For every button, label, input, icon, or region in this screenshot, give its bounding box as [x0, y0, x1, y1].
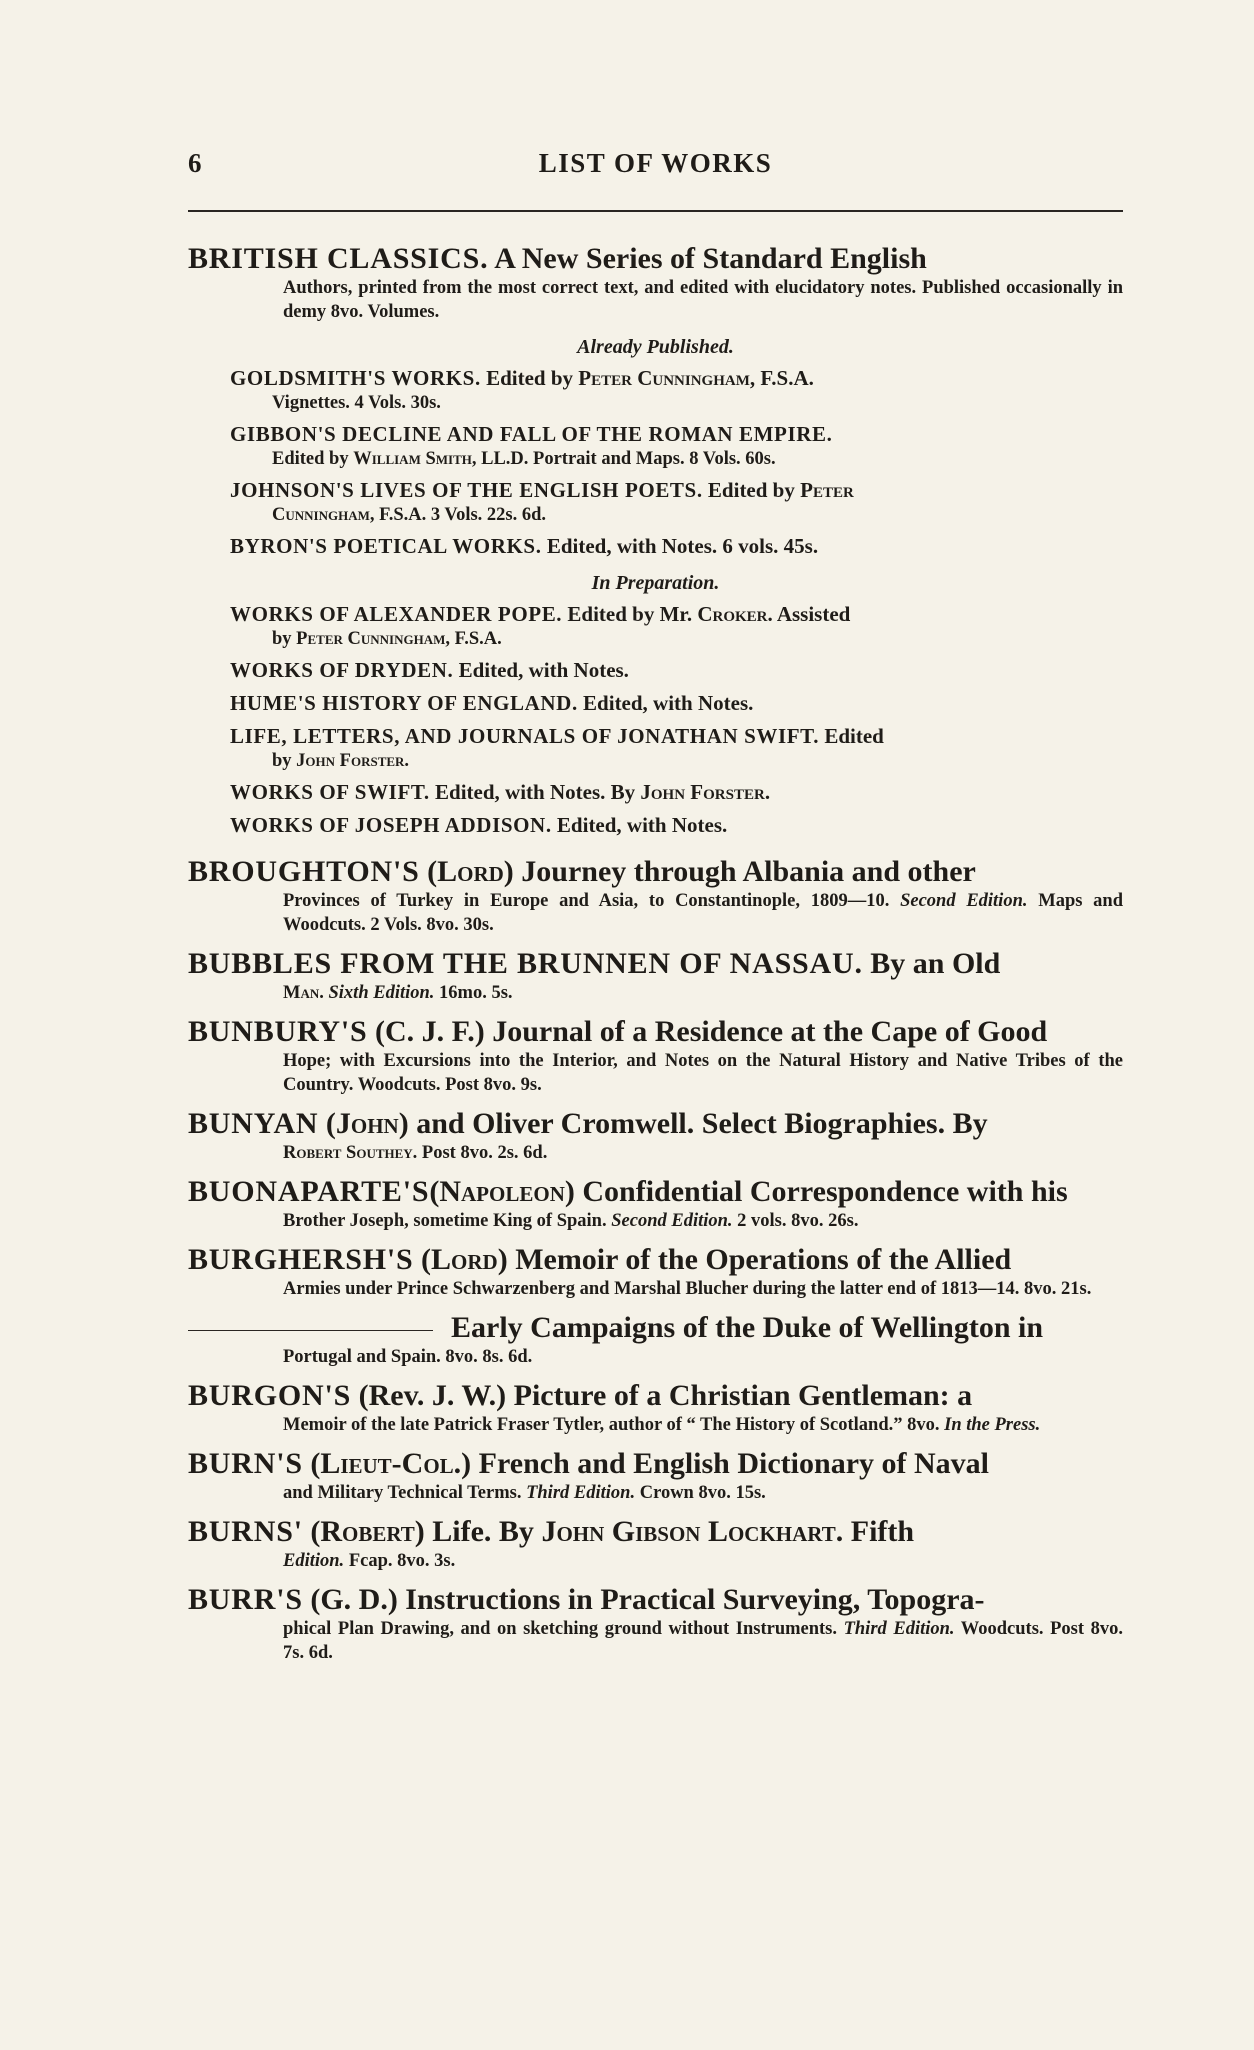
list-item: BYRON'S POETICAL WORKS. Edited, with Notes. 6 vols. 45s.	[230, 534, 819, 558]
entry-burr: BURR'S (G. D.) Instructions in Practical Surveying, Topogra- phical Plan Drawing, and on sketching ground without Instruments. Third Edition. Woodcuts. Post 8vo. 7s. 6d.	[188, 1583, 1123, 1663]
entry-heading: BURGHERSH'S	[188, 1243, 414, 1276]
entry-heading: BROUGHTON'S	[188, 855, 420, 888]
entry-british-classics	[188, 242, 1123, 839]
entry-heading: BURGON'S	[188, 1379, 352, 1412]
entry-heading: BUBBLES FROM THE BRUNNEN OF NASSAU.	[188, 947, 863, 980]
list-item: WORKS OF ALEXANDER POPE. Edited by Mr. Croker. Assisted by Peter Cunningham, F.S.A.	[230, 602, 851, 649]
entry-bunbury: BUNBURY'S (C. J. F.) Journal of a Residence at the Cape of Good Hope; with Excursions into the Interior, and Notes on the Natural History and Native Tribes of the Country. Woodcuts. Post 8vo. 9s.	[188, 1015, 1123, 1095]
entry-heading: BUONAPARTE'S	[188, 1175, 430, 1208]
entry-buonaparte: BUONAPARTE'S(Napoleon) Confidential Correspondence with his Brother Joseph, sometime King of Spain. Second Edition. 2 vols. 8vo. 26s.	[188, 1175, 1068, 1231]
entry-broughton: BROUGHTON'S (Lord) Journey through Albania and other Provinces of Turkey in Europe and Asia, to Constantinople, 1809—10. Second Edition. Maps and Woodcuts. 2 Vols. 8vo. 30s.	[188, 855, 1124, 935]
page-number: 6	[188, 148, 202, 178]
entry-bunyan: BUNYAN (John) and Oliver Cromwell. Select Biographies. By Robert Southey. Post 8vo. 2s. 6d.	[188, 1107, 988, 1163]
entry-heading: BUNBURY'S	[188, 1015, 368, 1048]
ditto-rule	[188, 1330, 433, 1331]
list-item: WORKS OF SWIFT. Edited, with Notes. By John Forster.	[230, 780, 771, 804]
entry-description: Authors, printed from the most correct text, and edited with elucidatory notes. Published occasionally in demy 8vo. Volumes.	[283, 278, 1123, 322]
entry-heading: BURR'S	[188, 1583, 303, 1616]
entry-bubbles: BUBBLES FROM THE BRUNNEN OF NASSAU. By an Old Man. Sixth Edition. 16mo. 5s.	[188, 947, 1001, 1003]
list-item: LIFE, LETTERS, AND JOURNALS OF JONATHAN SWIFT. Edited by John Forster.	[230, 724, 884, 771]
subsection-heading: In Preparation.	[591, 572, 720, 594]
list-item: WORKS OF DRYDEN. Edited, with Notes.	[230, 658, 629, 682]
list-item: HUME'S HISTORY OF ENGLAND. Edited, with Notes.	[230, 691, 754, 715]
entry-burghersh-continuation: Early Campaigns of the Duke of Wellington in Portugal and Spain. 8vo. 8s. 6d.	[188, 1311, 1123, 1369]
running-head	[188, 148, 1123, 188]
entry-burghersh: BURGHERSH'S (Lord) Memoir of the Operations of the Allied Armies under Prince Schwarzenberg and Marshal Blucher during the latter end of 1813—14. 8vo. 21s.	[188, 1243, 1092, 1299]
page-title: LIST OF WORKS	[538, 148, 773, 178]
entry-heading: BUNYAN	[188, 1107, 319, 1140]
entry-heading: BRITISH CLASSICS.	[188, 242, 489, 275]
list-item: WORKS OF JOSEPH ADDISON. Edited, with Notes.	[230, 813, 728, 837]
list-item: GOLDSMITH'S WORKS. Edited by Peter Cunningham, F.S.A. Vignettes. 4 Vols. 30s.	[230, 366, 814, 413]
list-item: GIBBON'S DECLINE AND FALL OF THE ROMAN EMPIRE. Edited by William Smith, LL.D. Portrait and Maps. 8 Vols. 60s.	[230, 422, 833, 469]
entry-lead: A New Series of Standard English	[494, 242, 927, 275]
entry-burgon: BURGON'S (Rev. J. W.) Picture of a Christian Gentleman: a Memoir of the late Patrick Fraser Tytler, author of “ The History of Scotland.” 8vo. In the Press.	[188, 1379, 1041, 1435]
entry-heading: BURNS'	[188, 1515, 303, 1548]
header-rule	[188, 210, 1123, 212]
entry-burn: BURN'S (Lieut-Col.) French and English Dictionary of Naval and Military Technical Terms. Third Edition. Crown 8vo. 15s.	[188, 1447, 989, 1503]
list-item: JOHNSON'S LIVES OF THE ENGLISH POETS. Edited by Peter Cunningham, F.S.A. 3 Vols. 22s. 6d.	[230, 478, 854, 525]
entry-burns: BURNS' (Robert) Life. By John Gibson Lockhart. Fifth Edition. Fcap. 8vo. 3s.	[188, 1515, 915, 1571]
entry-heading: BURN'S	[188, 1447, 303, 1480]
catalogue-body	[188, 232, 1123, 1665]
subsection-heading: Already Published.	[577, 336, 734, 358]
